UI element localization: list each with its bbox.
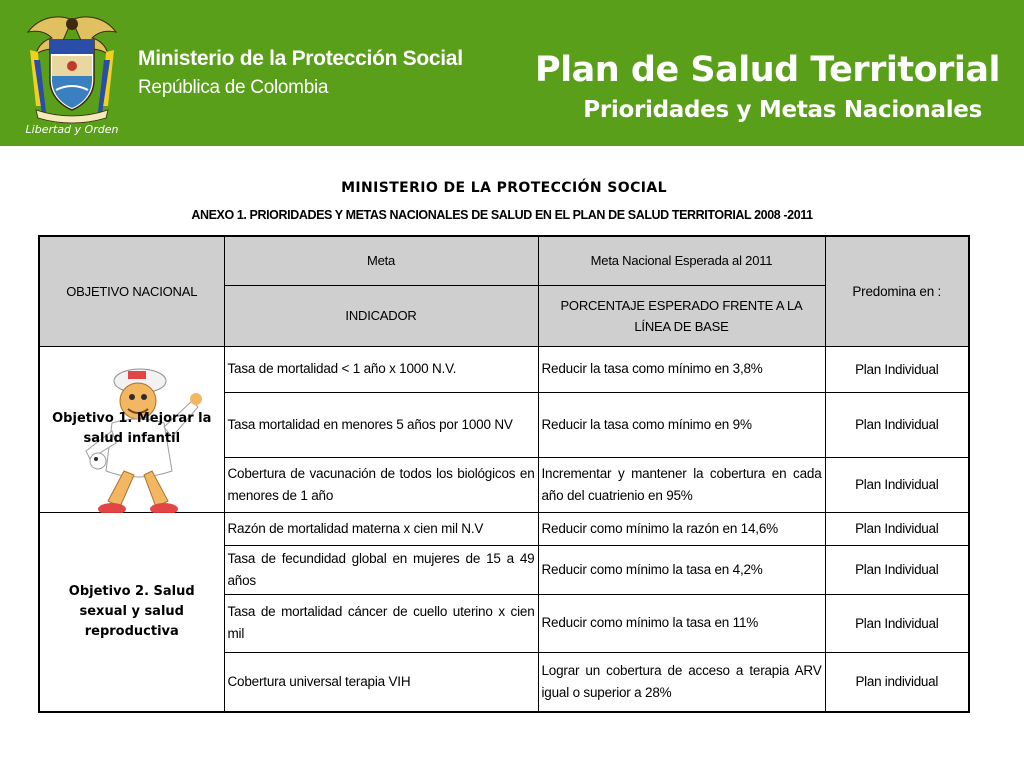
table-row <box>39 346 969 392</box>
predomina-cell: Plan Individual <box>825 457 969 512</box>
header-porcentaje: PORCENTAJE ESPERADO FRENTE A LA LÍNEA DE BASE <box>538 285 825 346</box>
plan-subtitle: Prioridades y Metas Nacionales <box>583 97 982 123</box>
predomina-cell: Plan individual <box>825 652 969 712</box>
meta-cell: Reducir la tasa como mínimo en 9% <box>538 392 825 457</box>
predomina-cell: Plan Individual <box>825 545 969 594</box>
indicador-cell: Tasa de mortalidad cáncer de cuello uterino x cien mil <box>224 594 538 652</box>
priorities-table <box>38 235 970 713</box>
header-meta-nacional: Meta Nacional Esperada al 2011 <box>538 236 825 285</box>
table-row <box>39 512 969 545</box>
objective-2-label: Objetivo 2. Salud sexual y salud reproductiva <box>68 583 195 639</box>
svg-text:Libertad y Orden: Libertad y Orden <box>25 123 119 136</box>
document-title: MINISTERIO DE LA PROTECCIÓN SOCIAL <box>341 180 667 196</box>
objective-2-cell <box>39 512 224 712</box>
colombia-coat-of-arms-icon <box>22 10 122 138</box>
meta-cell: Reducir como mínimo la tasa en 4,2% <box>538 545 825 594</box>
header-predomina: Predomina en : <box>825 236 969 346</box>
header-banner <box>0 0 1024 146</box>
objective-1-label: Objetivo 1. Mejorar la salud infantil <box>52 411 212 446</box>
indicador-cell: Razón de mortalidad materna x cien mil N.V <box>224 512 538 545</box>
plan-title: Plan de Salud Territorial <box>535 50 1000 90</box>
indicador-cell: Tasa de fecundidad global en mujeres de 15 a 49 años <box>224 545 538 594</box>
header-objetivo-nacional: OBJETIVO NACIONAL <box>39 236 224 346</box>
republic-name: República de Colombia <box>138 77 329 98</box>
meta-cell: Lograr un cobertura de acceso a terapia ARV igual o superior a 28% <box>538 652 825 712</box>
meta-cell: Reducir la tasa como mínimo en 3,8% <box>538 346 825 392</box>
predomina-cell: Plan Individual <box>825 392 969 457</box>
header-meta: Meta <box>224 236 538 285</box>
ministry-name: Ministerio de la Protección Social <box>138 47 463 70</box>
indicador-cell: Cobertura de vacunación de todos los biológicos en menores de 1 año <box>224 457 538 512</box>
header-indicador: INDICADOR <box>224 285 538 346</box>
meta-cell: Reducir como mínimo la tasa en 11% <box>538 594 825 652</box>
predomina-cell: Plan Individual <box>825 512 969 545</box>
indicador-cell: Tasa mortalidad en menores 5 años por 1000 NV <box>224 392 538 457</box>
meta-cell: Incrementar y mantener la cobertura en cada año del cuatrienio en 95% <box>538 457 825 512</box>
predomina-cell: Plan Individual <box>825 346 969 392</box>
objective-1-cell <box>39 346 224 512</box>
indicador-cell: Cobertura universal terapia VIH <box>224 652 538 712</box>
predomina-cell: Plan Individual <box>825 594 969 652</box>
indicador-cell: Tasa de mortalidad < 1 año x 1000 N.V. <box>224 346 538 392</box>
meta-cell: Reducir como mínimo la razón en 14,6% <box>538 512 825 545</box>
document-annex-title: ANEXO 1. PRIORIDADES Y METAS NACIONALES DE SALUD EN EL PLAN DE SALUD TERRITORIAL 2008 -2011 <box>191 208 813 222</box>
